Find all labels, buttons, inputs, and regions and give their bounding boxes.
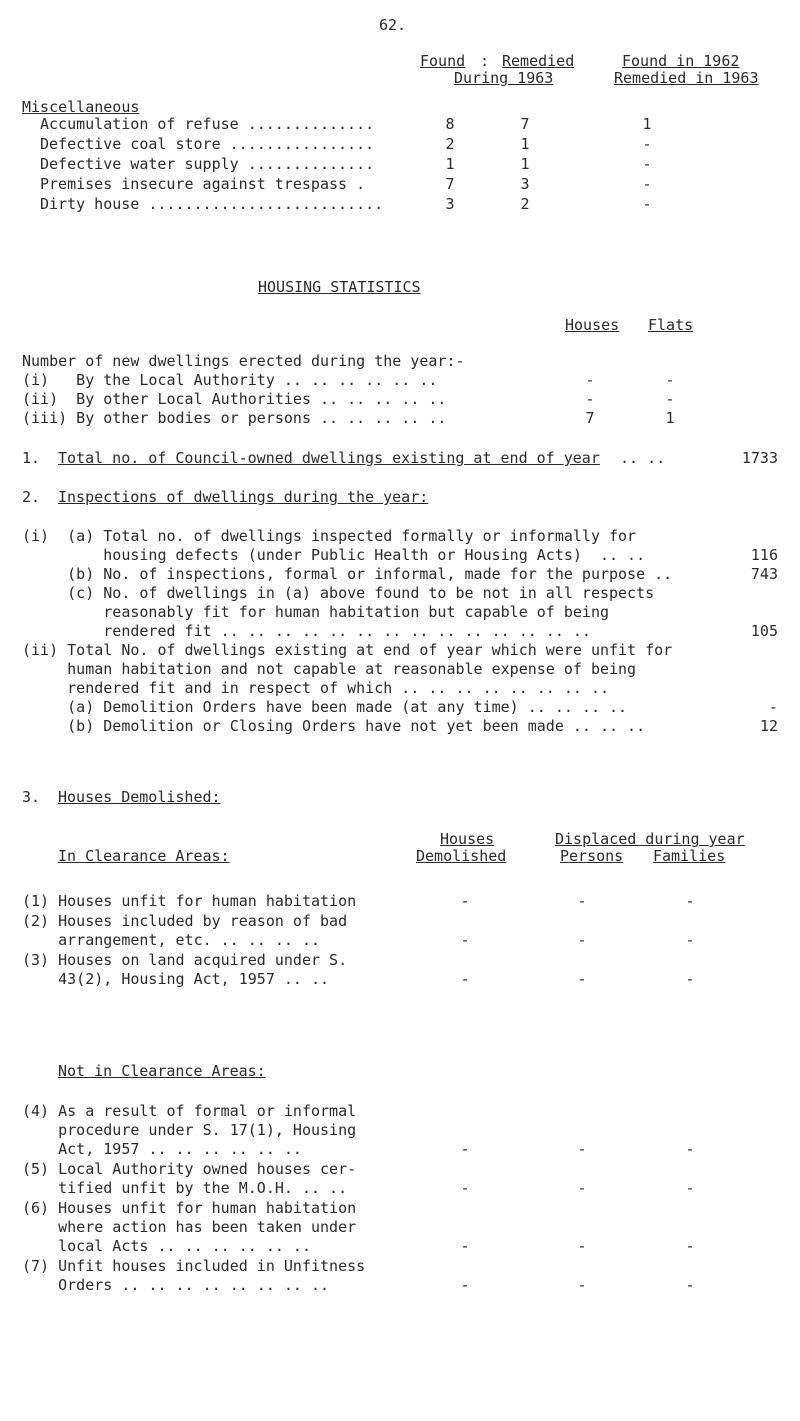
header-during: During 1963 [454, 69, 554, 87]
demolished-row-text: (4) As a result of formal or informal [22, 1102, 357, 1120]
misc-row-found: 1 [445, 155, 455, 173]
misc-row-label: Accumulation of refuse .............. [40, 115, 375, 133]
inspection-value: - [768, 698, 778, 716]
demolished-row-value: - [685, 1276, 695, 1294]
demolished-row-text: arrangement, etc. .. .. .. .. [22, 931, 321, 949]
demolished-row-value: - [460, 1140, 470, 1158]
demolished-row-value: - [460, 1179, 470, 1197]
housing-row-houses: - [585, 371, 595, 389]
demolished-row-value: - [685, 1237, 695, 1255]
header-found-1962: Found in 1962 [622, 52, 740, 70]
item3-title: Houses Demolished: [58, 788, 221, 806]
housing-title: HOUSING STATISTICS [258, 278, 421, 296]
housing-row-flats: 1 [665, 409, 675, 427]
demolished-row-text: Orders .. .. .. .. .. .. .. .. [22, 1276, 330, 1294]
demolished-row-value: - [460, 1276, 470, 1294]
demolished-row-text: (3) Houses on land acquired under S. [22, 951, 348, 969]
demolished-row-value: - [460, 1237, 470, 1255]
misc-row-found: 7 [445, 175, 455, 193]
item1-dots: .. .. [620, 449, 666, 467]
item1-text: Total no. of Council-owned dwellings existing at end of year [58, 449, 600, 467]
housing-row-label: (iii) By other bodies or persons .. .. .. .. .. [22, 409, 447, 427]
demolished-row-value: - [460, 931, 470, 949]
demolished-row-text: (5) Local Authority owned houses cer- [22, 1160, 357, 1178]
inspection-value: 743 [750, 565, 778, 583]
misc-row-label: Defective coal store ................ [40, 135, 375, 153]
housing-row-houses: - [585, 390, 595, 408]
clearance-title: In Clearance Areas: [58, 847, 230, 865]
inspection-line: rendered fit .. .. .. .. .. .. .. .. .. .. .. .. .. .. [22, 622, 591, 640]
demolished-row-text: where action has been taken under [22, 1218, 357, 1236]
inspection-value: 12 [759, 717, 778, 735]
demolished-row-value: - [577, 1237, 587, 1255]
misc-row-1962: - [642, 195, 652, 213]
demolished-row-value: - [460, 892, 470, 910]
misc-row-remedied: 3 [520, 175, 530, 193]
item1-number: 1. [22, 449, 41, 467]
page-number: 62. [379, 16, 407, 34]
demolished-row-value: - [577, 1179, 587, 1197]
inspection-line: (b) Demolition or Closing Orders have not yet been made .. .. .. [22, 717, 646, 735]
misc-row-1962: - [642, 135, 652, 153]
demolished-row-text: Act, 1957 .. .. .. .. .. .. [22, 1140, 302, 1158]
col-displaced: Displaced during year [555, 830, 745, 848]
inspection-line: (c) No. of dwellings in (a) above found to be not in all respects [22, 584, 655, 602]
housing-row-flats: - [665, 390, 675, 408]
demolished-row-value: - [577, 1140, 587, 1158]
header-colon: : [480, 52, 490, 70]
housing-row-houses: 7 [585, 409, 595, 427]
demolished-row-text: tified unfit by the M.O.H. .. .. [22, 1179, 348, 1197]
misc-row-found: 8 [445, 115, 455, 133]
item1-value: 1733 [741, 449, 778, 467]
col-demolished: Demolished [416, 847, 507, 865]
demolished-row-text: (2) Houses included by reason of bad [22, 912, 348, 930]
inspection-line: (a) Demolition Orders have been made (at any time) .. .. .. .. [22, 698, 628, 716]
demolished-row-text: (1) Houses unfit for human habitation [22, 892, 357, 910]
inspection-line: human habitation and not capable at reasonable expense of being [22, 660, 637, 678]
demolished-row-value: - [685, 970, 695, 988]
demolished-row-value: - [577, 1276, 587, 1294]
col-flats: Flats [648, 316, 694, 334]
inspection-line: housing defects (under Public Health or Housing Acts) .. .. [22, 546, 646, 564]
misc-row-1962: - [642, 175, 652, 193]
col-persons: Persons [560, 847, 624, 865]
header-remedied-1963: Remedied in 1963 [614, 69, 759, 87]
demolished-row-text: 43(2), Housing Act, 1957 .. .. [22, 970, 330, 988]
col-houses: Houses [565, 316, 620, 334]
misc-row-remedied: 1 [520, 135, 530, 153]
demolished-row-value: - [685, 1140, 695, 1158]
demolished-row-value: - [577, 931, 587, 949]
demolished-row-value: - [577, 970, 587, 988]
demolished-row-value: - [685, 931, 695, 949]
misc-row-label: Defective water supply .............. [40, 155, 375, 173]
housing-row-label: (i) By the Local Authority .. .. .. .. .. .. [22, 371, 438, 389]
demolished-row-value: - [685, 1179, 695, 1197]
demolished-row-value: - [577, 892, 587, 910]
demolished-row-value: - [460, 970, 470, 988]
inspection-value: 105 [750, 622, 778, 640]
inspection-line: (i) (a) Total no. of dwellings inspected formally or informally for [22, 527, 637, 545]
item3-number: 3. [22, 788, 41, 806]
demolished-row-text: procedure under S. 17(1), Housing [22, 1121, 357, 1139]
housing-row-flats: - [665, 371, 675, 389]
item2-number: 2. [22, 488, 41, 506]
demolished-row-value: - [685, 892, 695, 910]
inspection-line: reasonably fit for human habitation but capable of being [22, 603, 609, 621]
misc-row-label: Dirty house .......................... [40, 195, 384, 213]
inspection-line: (b) No. of inspections, formal or informal, made for the purpose .. [22, 565, 673, 583]
housing-row-label: (ii) By other Local Authorities .. .. .. .. .. [22, 390, 447, 408]
housing-intro: Number of new dwellings erected during the year:- [22, 352, 465, 370]
demolished-row-text: (6) Houses unfit for human habitation [22, 1199, 357, 1217]
inspection-value: 116 [750, 546, 778, 564]
misc-row-remedied: 1 [520, 155, 530, 173]
col-houses-demolished-top: Houses [440, 830, 495, 848]
misc-row-found: 3 [445, 195, 455, 213]
misc-row-1962: - [642, 155, 652, 173]
misc-row-remedied: 2 [520, 195, 530, 213]
col-families: Families [653, 847, 726, 865]
misc-row-remedied: 7 [520, 115, 530, 133]
item2-title: Inspections of dwellings during the year: [58, 488, 429, 506]
misc-row-label: Premises insecure against trespass . [40, 175, 366, 193]
header-found: Found [420, 52, 466, 70]
inspection-line: (ii) Total No. of dwellings existing at end of year which were unfit for [22, 641, 673, 659]
demolished-row-text: local Acts .. .. .. .. .. .. [22, 1237, 311, 1255]
inspection-line: rendered fit and in respect of which .. .. .. .. .. .. .. .. [22, 679, 609, 697]
misc-title: Miscellaneous [22, 98, 140, 116]
header-remedied: Remedied [502, 52, 575, 70]
misc-row-found: 2 [445, 135, 455, 153]
demolished-row-text: (7) Unfit houses included in Unfitness [22, 1257, 366, 1275]
misc-row-1962: 1 [642, 115, 652, 133]
not-clearance-title: Not in Clearance Areas: [58, 1062, 266, 1080]
